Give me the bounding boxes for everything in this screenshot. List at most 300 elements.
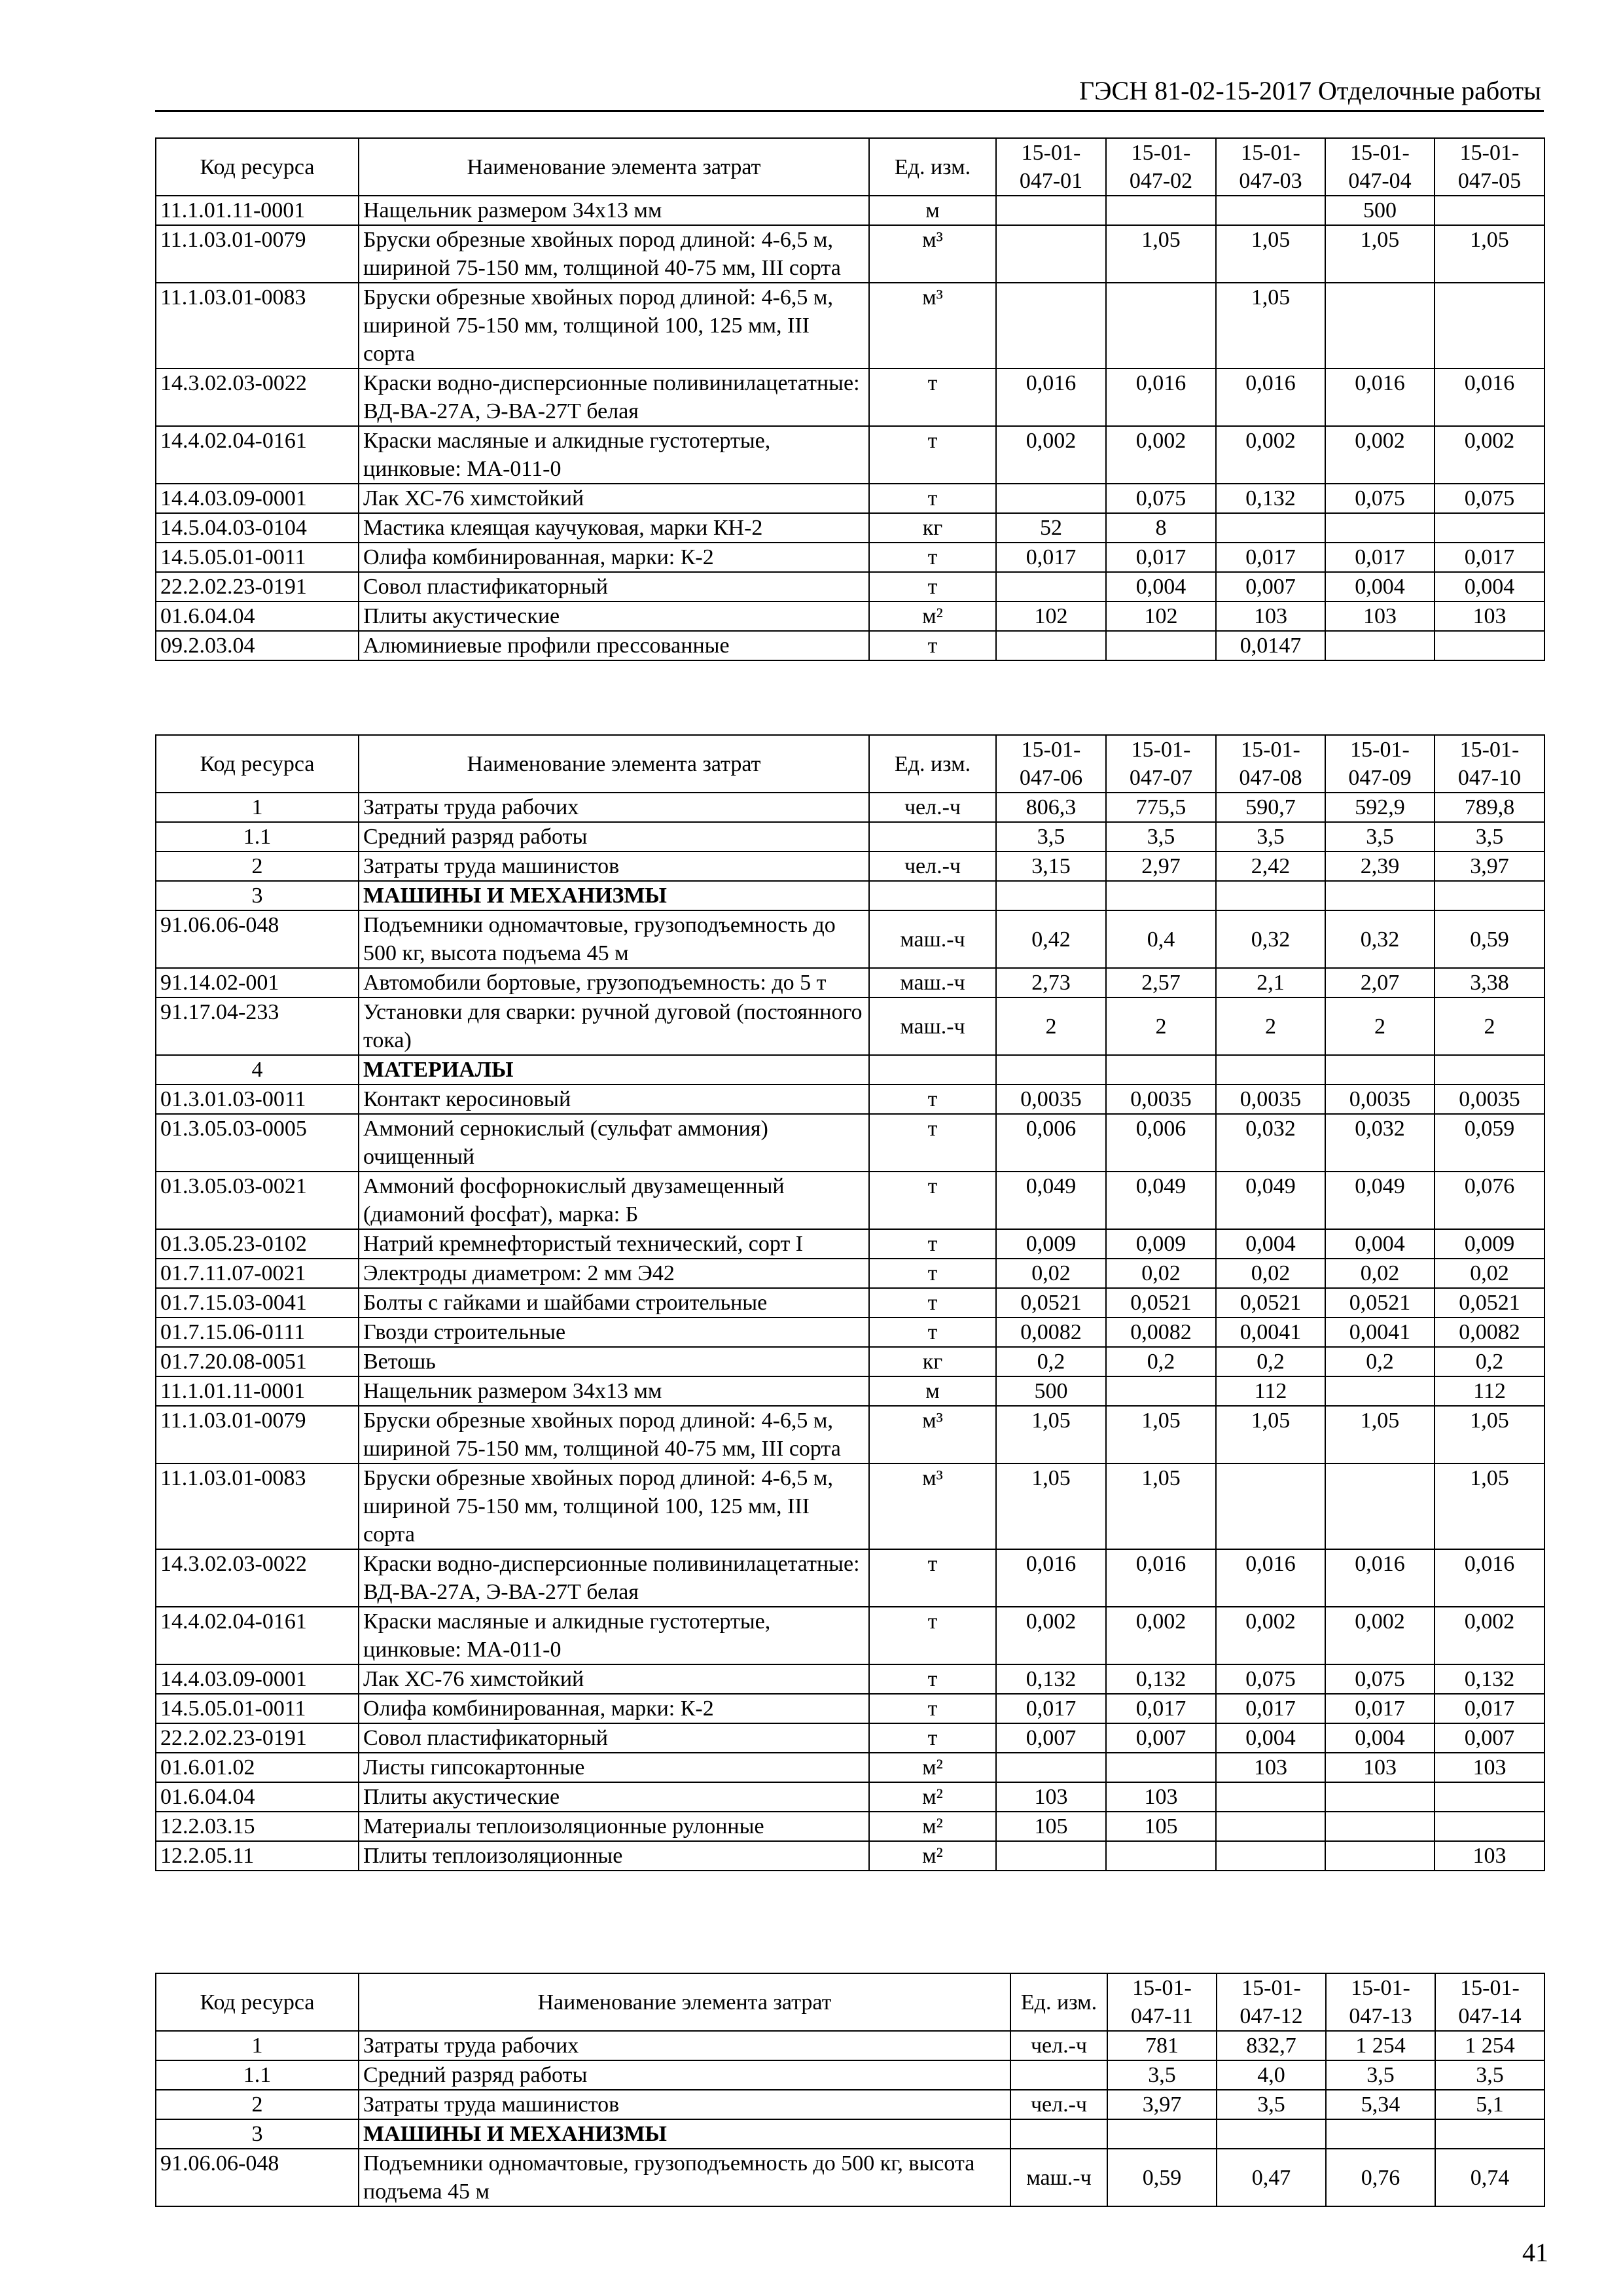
value-cell: 500 xyxy=(1325,196,1435,225)
value-cell: 1,05 xyxy=(996,1463,1106,1549)
resource-code-cell: 14.4.02.04-0161 xyxy=(156,426,359,484)
value-cell: 0,002 xyxy=(1325,1607,1435,1664)
value-cell: 832,7 xyxy=(1217,2031,1326,2060)
value-cell: 103 xyxy=(1435,601,1544,631)
value-cell xyxy=(1435,283,1544,368)
value-cell: 0,016 xyxy=(996,1549,1106,1607)
resource-name-cell: Бруски обрезные хвойных пород длиной: 4-6,5 м, шириной 75-150 мм, толщиной 100, 125 мм, III сорта xyxy=(359,283,869,368)
unit-cell: т xyxy=(869,1288,996,1318)
resource-code-cell: 91.06.06-048 xyxy=(156,2149,359,2206)
value-cell: 103 xyxy=(996,1782,1106,1812)
unit-cell: кг xyxy=(869,1347,996,1376)
value-cell xyxy=(1216,1812,1325,1841)
value-cell: 806,3 xyxy=(996,793,1106,822)
unit-cell: маш.-ч xyxy=(869,968,996,997)
value-cell xyxy=(1216,1463,1325,1549)
resource-name-cell: Бруски обрезные хвойных пород длиной: 4-6,5 м, шириной 75-150 мм, толщиной 40-75 мм, III сорта xyxy=(359,225,869,283)
resource-code-cell: 91.06.06-048 xyxy=(156,910,359,968)
resource-name-cell: Ветошь xyxy=(359,1347,869,1376)
resource-code-cell: 11.1.03.01-0079 xyxy=(156,225,359,283)
table-row xyxy=(156,1841,1544,1871)
value-cell: 103 xyxy=(1435,1753,1544,1782)
value-cell: 2,57 xyxy=(1106,968,1216,997)
resource-table-3 xyxy=(155,1973,1545,2207)
resource-code-cell: 14.5.05.01-0011 xyxy=(156,543,359,572)
value-cell: 0,075 xyxy=(1435,484,1544,513)
value-cell: 0,0035 xyxy=(1106,1085,1216,1114)
resource-name-cell: МАШИНЫ И МЕХАНИЗМЫ xyxy=(359,881,869,910)
value-cell: 0,002 xyxy=(1106,1607,1216,1664)
value-cell xyxy=(1325,513,1435,543)
table-row xyxy=(156,1288,1544,1318)
unit-cell: т xyxy=(869,426,996,484)
resource-name-cell: Средний разряд работы xyxy=(359,822,869,852)
resource-name-cell: Лак ХС-76 химстойкий xyxy=(359,1664,869,1694)
value-cell: 0,59 xyxy=(1107,2149,1217,2206)
value-cell: 0,076 xyxy=(1435,1172,1544,1229)
resource-table-1 xyxy=(155,137,1545,661)
unit-cell: т xyxy=(869,1607,996,1664)
resource-name-cell: Аммоний сернокислый (сульфат аммония) очищенный xyxy=(359,1114,869,1172)
table-row xyxy=(156,196,1544,225)
value-cell: 0,002 xyxy=(1106,426,1216,484)
value-cell: 103 xyxy=(1435,1841,1544,1871)
value-cell: 0,02 xyxy=(1325,1259,1435,1288)
value-cell xyxy=(1435,1782,1544,1812)
value-cell: 0,004 xyxy=(1106,572,1216,601)
value-cell xyxy=(1106,881,1216,910)
resource-name-cell: Подъемники одномачтовые, грузоподъемность до 500 кг, высота подъема 45 м xyxy=(359,2149,1010,2206)
value-cell xyxy=(996,484,1106,513)
value-cell: 0,0147 xyxy=(1216,631,1325,660)
value-cell: 3,5 xyxy=(1325,822,1435,852)
table-row xyxy=(156,543,1544,572)
value-cell: 0,32 xyxy=(1216,910,1325,968)
value-cell: 0,2 xyxy=(996,1347,1106,1376)
page-number: 41 xyxy=(1522,2238,1548,2267)
value-cell: 0,075 xyxy=(1216,1664,1325,1694)
value-cell: 103 xyxy=(1216,601,1325,631)
resource-code-cell: 01.3.01.03-0011 xyxy=(156,1085,359,1114)
value-cell: 0,007 xyxy=(1106,1723,1216,1753)
value-cell: 0,2 xyxy=(1325,1347,1435,1376)
resource-code-cell: 1 xyxy=(156,793,359,822)
value-cell: 781 xyxy=(1107,2031,1217,2060)
unit-cell: маш.-ч xyxy=(869,997,996,1055)
header-unit: Ед. изм. xyxy=(869,138,996,196)
unit-cell: м³ xyxy=(869,225,996,283)
value-cell: 0,02 xyxy=(1216,1259,1325,1288)
value-cell xyxy=(1325,1782,1435,1812)
value-cell: 0,132 xyxy=(996,1664,1106,1694)
resource-code-cell: 11.1.03.01-0083 xyxy=(156,283,359,368)
value-cell: 789,8 xyxy=(1435,793,1544,822)
value-cell: 1,05 xyxy=(1216,225,1325,283)
value-cell: 0,0521 xyxy=(1106,1288,1216,1318)
value-cell: 0,016 xyxy=(1216,1549,1325,1607)
value-cell: 0,002 xyxy=(1435,426,1544,484)
page-header xyxy=(155,72,1544,112)
table-row xyxy=(156,2149,1544,2206)
resource-code-cell: 01.6.04.04 xyxy=(156,601,359,631)
resource-code-cell: 14.3.02.03-0022 xyxy=(156,1549,359,1607)
header-cost-element-name: Наименование элемента затрат xyxy=(359,138,869,196)
table-row xyxy=(156,1753,1544,1782)
unit-cell: маш.-ч xyxy=(869,910,996,968)
table-row xyxy=(156,572,1544,601)
unit-cell xyxy=(869,822,996,852)
resource-code-cell: 91.17.04-233 xyxy=(156,997,359,1055)
value-cell: 105 xyxy=(1106,1812,1216,1841)
value-cell: 2 xyxy=(1325,997,1435,1055)
value-cell: 2,39 xyxy=(1325,852,1435,881)
value-cell: 1,05 xyxy=(1106,1463,1216,1549)
value-cell xyxy=(1435,196,1544,225)
value-cell xyxy=(996,196,1106,225)
resource-code-cell: 01.3.05.03-0005 xyxy=(156,1114,359,1172)
header-norm-code: 15-01- 047-09 xyxy=(1325,735,1435,793)
header-cost-element-name: Наименование элемента затрат xyxy=(359,735,869,793)
resource-name-cell: Средний разряд работы xyxy=(359,2060,1010,2090)
resource-code-cell: 3 xyxy=(156,881,359,910)
value-cell: 0,0035 xyxy=(1325,1085,1435,1114)
value-cell xyxy=(1435,631,1544,660)
value-cell xyxy=(1435,2119,1544,2149)
value-cell: 3,5 xyxy=(1435,822,1544,852)
value-cell xyxy=(1216,1841,1325,1871)
value-cell: 103 xyxy=(1325,601,1435,631)
value-cell: 1,05 xyxy=(1106,225,1216,283)
value-cell: 0,76 xyxy=(1326,2149,1435,2206)
table-row xyxy=(156,1664,1544,1694)
resource-code-cell: 2 xyxy=(156,852,359,881)
table-row xyxy=(156,1782,1544,1812)
table-row xyxy=(156,1406,1544,1463)
value-cell: 103 xyxy=(1325,1753,1435,1782)
table-row xyxy=(156,1259,1544,1288)
value-cell: 0,002 xyxy=(996,1607,1106,1664)
resource-code-cell: 12.2.05.11 xyxy=(156,1841,359,1871)
value-cell xyxy=(1107,2119,1217,2149)
resource-code-cell: 22.2.02.23-0191 xyxy=(156,572,359,601)
unit-cell: чел.-ч xyxy=(869,852,996,881)
table-row xyxy=(156,368,1544,426)
value-cell: 5,1 xyxy=(1435,2090,1544,2119)
value-cell xyxy=(1216,1782,1325,1812)
value-cell: 0,132 xyxy=(1216,484,1325,513)
value-cell: 0,016 xyxy=(1106,1549,1216,1607)
table-row xyxy=(156,910,1544,968)
table-row xyxy=(156,1812,1544,1841)
value-cell: 0,049 xyxy=(1325,1172,1435,1229)
value-cell: 0,004 xyxy=(1435,572,1544,601)
resource-code-cell: 09.2.03.04 xyxy=(156,631,359,660)
resource-name-cell: Контакт керосиновый xyxy=(359,1085,869,1114)
value-cell: 3,5 xyxy=(1216,822,1325,852)
resource-code-cell: 14.4.03.09-0001 xyxy=(156,1664,359,1694)
value-cell: 2 xyxy=(1435,997,1544,1055)
value-cell xyxy=(1216,513,1325,543)
value-cell: 0,075 xyxy=(1325,484,1435,513)
value-cell: 2,07 xyxy=(1325,968,1435,997)
value-cell: 0,0082 xyxy=(1435,1318,1544,1347)
value-cell: 0,47 xyxy=(1217,2149,1326,2206)
header-norm-code: 15-01- 047-11 xyxy=(1107,1973,1217,2031)
table-row xyxy=(156,793,1544,822)
unit-cell: т xyxy=(869,1549,996,1607)
value-cell: 0,007 xyxy=(996,1723,1106,1753)
table-row xyxy=(156,1694,1544,1723)
resource-code-cell: 12.2.03.15 xyxy=(156,1812,359,1841)
value-cell: 112 xyxy=(1216,1376,1325,1406)
value-cell: 0,059 xyxy=(1435,1114,1544,1172)
unit-cell: кг xyxy=(869,513,996,543)
resource-code-cell: 11.1.03.01-0083 xyxy=(156,1463,359,1549)
value-cell: 1 254 xyxy=(1435,2031,1544,2060)
unit-cell: т xyxy=(869,1664,996,1694)
value-cell: 0,004 xyxy=(1216,1723,1325,1753)
header-norm-code: 15-01- 047-10 xyxy=(1435,735,1544,793)
value-cell xyxy=(1106,1841,1216,1871)
value-cell: 0,017 xyxy=(1216,1694,1325,1723)
resource-name-cell: Затраты труда машинистов xyxy=(359,852,869,881)
header-resource-code: Код ресурса xyxy=(156,138,359,196)
value-cell: 103 xyxy=(1216,1753,1325,1782)
header-resource-code: Код ресурса xyxy=(156,1973,359,2031)
resource-code-cell: 11.1.01.11-0001 xyxy=(156,1376,359,1406)
value-cell: 3,5 xyxy=(996,822,1106,852)
resource-code-cell: 01.3.05.23-0102 xyxy=(156,1229,359,1259)
value-cell: 3,97 xyxy=(1435,852,1544,881)
value-cell: 0,2 xyxy=(1216,1347,1325,1376)
value-cell: 0,017 xyxy=(996,1694,1106,1723)
value-cell: 1,05 xyxy=(1325,225,1435,283)
value-cell: 0,075 xyxy=(1325,1664,1435,1694)
table-row xyxy=(156,601,1544,631)
unit-cell: т xyxy=(869,572,996,601)
value-cell: 0,0082 xyxy=(996,1318,1106,1347)
value-cell: 1,05 xyxy=(1435,1406,1544,1463)
value-cell: 102 xyxy=(1106,601,1216,631)
unit-cell xyxy=(869,1055,996,1085)
value-cell: 1,05 xyxy=(996,1406,1106,1463)
resource-code-cell: 01.7.20.08-0051 xyxy=(156,1347,359,1376)
header-unit: Ед. изм. xyxy=(869,735,996,793)
value-cell: 0,009 xyxy=(1435,1229,1544,1259)
value-cell: 0,017 xyxy=(1325,543,1435,572)
unit-cell xyxy=(1010,2060,1107,2090)
header-norm-code: 15-01- 047-02 xyxy=(1106,138,1216,196)
header-norm-code: 15-01- 047-03 xyxy=(1216,138,1325,196)
value-cell: 0,004 xyxy=(1325,1229,1435,1259)
unit-cell: м² xyxy=(869,1841,996,1871)
value-cell: 0,0035 xyxy=(1435,1085,1544,1114)
unit-cell: т xyxy=(869,1085,996,1114)
unit-cell: т xyxy=(869,1229,996,1259)
value-cell: 2,97 xyxy=(1106,852,1216,881)
table-row xyxy=(156,2090,1544,2119)
unit-cell: т xyxy=(869,1318,996,1347)
value-cell: 0,02 xyxy=(1435,1259,1544,1288)
unit-cell: чел.-ч xyxy=(1010,2031,1107,2060)
value-cell: 590,7 xyxy=(1216,793,1325,822)
value-cell: 0,009 xyxy=(996,1229,1106,1259)
value-cell: 0,0521 xyxy=(1435,1288,1544,1318)
value-cell: 0,016 xyxy=(1325,368,1435,426)
value-cell: 0,132 xyxy=(1106,1664,1216,1694)
resource-code-cell: 14.4.03.09-0001 xyxy=(156,484,359,513)
resource-code-cell: 01.6.01.02 xyxy=(156,1753,359,1782)
resource-code-cell: 1.1 xyxy=(156,822,359,852)
value-cell xyxy=(996,225,1106,283)
unit-cell: т xyxy=(869,1172,996,1229)
value-cell: 0,007 xyxy=(1435,1723,1544,1753)
value-cell: 0,032 xyxy=(1216,1114,1325,1172)
value-cell: 0,0521 xyxy=(1216,1288,1325,1318)
value-cell: 1,05 xyxy=(1435,1463,1544,1549)
value-cell: 102 xyxy=(996,601,1106,631)
resource-name-cell: Бруски обрезные хвойных пород длиной: 4-6,5 м, шириной 75-150 мм, толщиной 40-75 мм, III сорта xyxy=(359,1406,869,1463)
value-cell xyxy=(1325,1812,1435,1841)
value-cell: 3,5 xyxy=(1106,822,1216,852)
table-row xyxy=(156,631,1544,660)
value-cell xyxy=(1325,1841,1435,1871)
resource-code-cell: 11.1.01.11-0001 xyxy=(156,196,359,225)
resource-name-cell: Лак ХС-76 химстойкий xyxy=(359,484,869,513)
value-cell xyxy=(996,283,1106,368)
resource-code-cell: 91.14.02-001 xyxy=(156,968,359,997)
header-unit: Ед. изм. xyxy=(1010,1973,1107,2031)
header-norm-code: 15-01- 047-07 xyxy=(1106,735,1216,793)
value-cell: 0,016 xyxy=(1435,368,1544,426)
value-cell: 103 xyxy=(1106,1782,1216,1812)
value-cell: 0,016 xyxy=(996,368,1106,426)
value-cell: 592,9 xyxy=(1325,793,1435,822)
resource-name-cell: Совол пластификаторный xyxy=(359,1723,869,1753)
unit-cell: т xyxy=(869,543,996,572)
value-cell xyxy=(1106,283,1216,368)
value-cell: 3,15 xyxy=(996,852,1106,881)
value-cell xyxy=(1325,1376,1435,1406)
resource-name-cell: Гвозди строительные xyxy=(359,1318,869,1347)
resource-name-cell: Плиты акустические xyxy=(359,1782,869,1812)
value-cell xyxy=(1435,1812,1544,1841)
table-row xyxy=(156,225,1544,283)
value-cell: 0,0521 xyxy=(1325,1288,1435,1318)
resource-name-cell: Краски водно-дисперсионные поливинилацетатные: ВД-ВА-27А, Э-ВА-27Т белая xyxy=(359,1549,869,1607)
table-row xyxy=(156,2060,1544,2090)
value-cell: 0,002 xyxy=(1216,426,1325,484)
table-row xyxy=(156,1085,1544,1114)
unit-cell: м² xyxy=(869,1812,996,1841)
resource-code-cell: 14.4.02.04-0161 xyxy=(156,1607,359,1664)
value-cell: 0,2 xyxy=(1435,1347,1544,1376)
resource-name-cell: Краски масляные и алкидные густотертые, цинковые: МА-011-0 xyxy=(359,426,869,484)
value-cell: 0,004 xyxy=(1325,572,1435,601)
resource-name-cell: Электроды диаметром: 2 мм Э42 xyxy=(359,1259,869,1288)
unit-cell: м² xyxy=(869,1753,996,1782)
value-cell: 0,007 xyxy=(1216,572,1325,601)
value-cell xyxy=(1325,1463,1435,1549)
resource-name-cell: Нащельник размером 34x13 мм xyxy=(359,196,869,225)
value-cell: 3,38 xyxy=(1435,968,1544,997)
value-cell: 2,73 xyxy=(996,968,1106,997)
header-cost-element-name: Наименование элемента затрат xyxy=(359,1973,1010,2031)
value-cell: 0,132 xyxy=(1435,1664,1544,1694)
value-cell xyxy=(996,881,1106,910)
value-cell: 1,05 xyxy=(1216,283,1325,368)
unit-cell: чел.-ч xyxy=(869,793,996,822)
value-cell: 2 xyxy=(996,997,1106,1055)
value-cell: 0,0035 xyxy=(996,1085,1106,1114)
resource-code-cell: 4 xyxy=(156,1055,359,1085)
value-cell: 0,02 xyxy=(1106,1259,1216,1288)
value-cell: 0,032 xyxy=(1325,1114,1435,1172)
resource-name-cell: Олифа комбинированная, марки: К-2 xyxy=(359,1694,869,1723)
value-cell: 500 xyxy=(996,1376,1106,1406)
value-cell xyxy=(1216,196,1325,225)
unit-cell xyxy=(869,881,996,910)
value-cell: 0,016 xyxy=(1106,368,1216,426)
resource-name-cell: Болты с гайками и шайбами строительные xyxy=(359,1288,869,1318)
value-cell xyxy=(996,1753,1106,1782)
value-cell: 0,004 xyxy=(1216,1229,1325,1259)
value-cell: 0,017 xyxy=(1216,543,1325,572)
value-cell: 0,049 xyxy=(1106,1172,1216,1229)
resource-code-cell: 14.5.05.01-0011 xyxy=(156,1694,359,1723)
value-cell: 3,5 xyxy=(1107,2060,1217,2090)
value-cell xyxy=(996,1055,1106,1085)
value-cell xyxy=(1325,1055,1435,1085)
value-cell: 3,5 xyxy=(1435,2060,1544,2090)
unit-cell: т xyxy=(869,368,996,426)
unit-cell: м² xyxy=(869,601,996,631)
resource-name-cell: Материалы теплоизоляционные рулонные xyxy=(359,1812,869,1841)
unit-cell: чел.-ч xyxy=(1010,2090,1107,2119)
resource-name-cell: Краски водно-дисперсионные поливинилацетатные: ВД-ВА-27А, Э-ВА-27Т белая xyxy=(359,368,869,426)
value-cell: 0,017 xyxy=(996,543,1106,572)
header-title: ГЭСН 81-02-15-2017 Отделочные работы xyxy=(1079,76,1541,105)
table-row xyxy=(156,426,1544,484)
resource-name-cell: Затраты труда рабочих xyxy=(359,2031,1010,2060)
value-cell xyxy=(1435,881,1544,910)
value-cell: 0,049 xyxy=(1216,1172,1325,1229)
value-cell: 0,02 xyxy=(996,1259,1106,1288)
value-cell: 0,006 xyxy=(996,1114,1106,1172)
value-cell: 0,002 xyxy=(1216,1607,1325,1664)
unit-cell: м² xyxy=(869,1782,996,1812)
table-row xyxy=(156,1376,1544,1406)
value-cell: 0,002 xyxy=(1325,426,1435,484)
resource-name-cell: Нащельник размером 34x13 мм xyxy=(359,1376,869,1406)
header-norm-code: 15-01- 047-13 xyxy=(1326,1973,1435,2031)
unit-cell: т xyxy=(869,1694,996,1723)
value-cell: 0,017 xyxy=(1435,1694,1544,1723)
section-row xyxy=(156,881,1544,910)
table-row xyxy=(156,1318,1544,1347)
resource-name-cell: Краски масляные и алкидные густотертые, цинковые: МА-011-0 xyxy=(359,1607,869,1664)
header-norm-code: 15-01- 047-08 xyxy=(1216,735,1325,793)
resource-table-2 xyxy=(155,734,1545,1871)
table-row xyxy=(156,1549,1544,1607)
value-cell xyxy=(996,1841,1106,1871)
value-cell xyxy=(1106,1753,1216,1782)
value-cell: 0,0521 xyxy=(996,1288,1106,1318)
value-cell: 1,05 xyxy=(1216,1406,1325,1463)
resource-code-cell: 3 xyxy=(156,2119,359,2149)
resource-code-cell: 11.1.03.01-0079 xyxy=(156,1406,359,1463)
value-cell: 0,016 xyxy=(1325,1549,1435,1607)
